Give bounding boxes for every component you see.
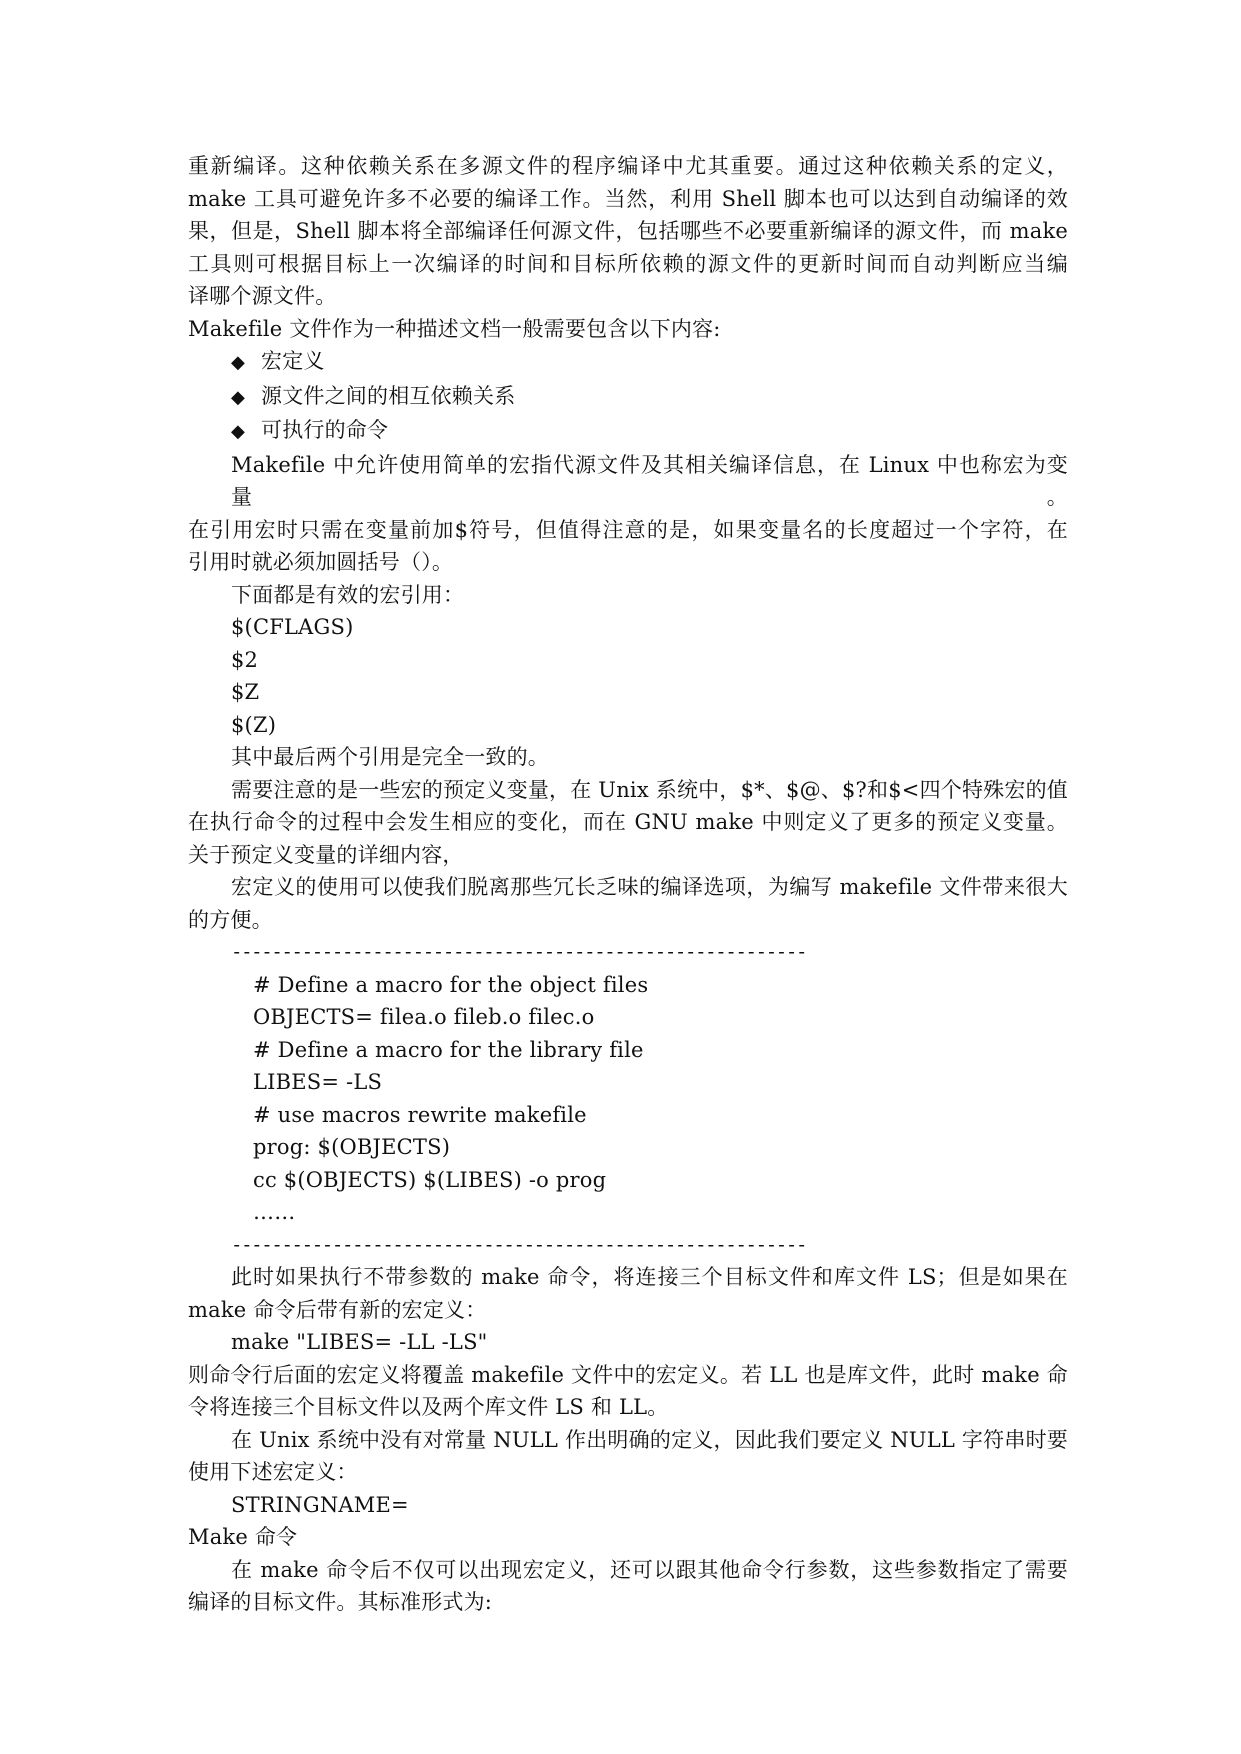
paragraph-line: 工具则可根据目标上一次编译的时间和目标所依赖的源文件的更新时间而自动判断应当编 [188, 251, 1068, 276]
paragraph-line: make 命令后带有新的宏定义： [188, 1297, 487, 1322]
code-line: …… [253, 1200, 296, 1224]
paragraph-line: 则命令行后面的宏定义将覆盖 makefile 文件中的宏定义。若 LL 也是库文件，此时 make 命 [188, 1362, 1068, 1387]
code-line: cc $(OBJECTS) $(LIBES) -o prog [253, 1167, 607, 1192]
bullet-item [188, 380, 1068, 415]
paragraph-line: 译哪个源文件。 [188, 284, 337, 308]
macro-example: $Z [231, 680, 260, 704]
paragraph-line: 的方便。 [188, 907, 273, 932]
diamond-bullet-icon: ◆ [231, 421, 246, 442]
paragraph-line: make 工具可避免许多不必要的编译工作。当然，利用 Shell 脚本也可以达到自动编译的效 [188, 186, 1068, 211]
paragraph-line: 使用下述宏定义： [188, 1460, 358, 1484]
macro-example: $(Z) [231, 712, 277, 737]
document-page [188, 150, 1068, 1619]
code-line: LIBES= -LS [253, 1070, 383, 1094]
bullet-item-label: 可执行的命令 [261, 418, 389, 442]
section-heading: Make 命令 [188, 1525, 298, 1549]
diamond-bullet-icon: ◆ [231, 386, 246, 408]
paragraph-line: 关于预定义变量的详细内容， [188, 842, 464, 867]
code-divider: --------------------------------------------------------- [231, 1233, 807, 1256]
paragraph-line: 在引用宏时只需在变量前加$符号，但值得注意的是，如果变量名的长度超过一个字符，在 [188, 517, 1068, 542]
paragraph-line: 令将连接三个目标文件以及两个库文件 LS 和 LL。 [188, 1395, 669, 1419]
paragraph-line: 在 make 命令后不仅可以出现宏定义，还可以跟其他命令行参数，这些参数指定了需要 [231, 1557, 1068, 1582]
paragraph-line: Makefile 中允许使用简单的宏指代源文件及其相关编译信息，在 Linux 中也称宏为变量。 [231, 452, 1068, 509]
code-line: # use macros rewrite makefile [253, 1102, 587, 1127]
paragraph-line: Makefile 文件作为一种描述文档一般需要包含以下内容: [188, 316, 721, 341]
paragraph-line: 编译的目标文件。其标准形式为: [188, 1590, 493, 1614]
paragraph-line: 果，但是，Shell 脚本将全部编译任何源文件，包括哪些不必要重新编译的源文件，而 make [188, 219, 1068, 243]
bullet-item-label: 源文件之间的相互依赖关系 [261, 383, 516, 408]
macro-example: $(CFLAGS) [231, 615, 354, 639]
code-line: prog: $(OBJECTS) [253, 1135, 451, 1159]
macro-example: $2 [231, 647, 259, 672]
paragraph-line: 其中最后两个引用是完全一致的。 [231, 745, 549, 769]
command-example: make "LIBES= -LL -LS" [231, 1330, 488, 1354]
bullet-item [188, 414, 1068, 449]
paragraph-line: 此时如果执行不带参数的 make 命令，将连接三个目标文件和库文件 LS；但是如果在 [231, 1265, 1068, 1289]
paragraph-line: 下面都是有效的宏引用： [231, 582, 465, 607]
paragraph-line: 引用时就必须加圆括号（）。 [188, 550, 454, 574]
paragraph-line: 重新编译。这种依赖关系在多源文件的程序编译中尤其重要。通过这种依赖关系的定义， [188, 154, 1068, 178]
paragraph-line: 在执行命令的过程中会发生相应的变化，而在 GNU make 中则定义了更多的预定义变量。 [188, 810, 1068, 834]
code-line: OBJECTS= filea.o fileb.o filec.o [253, 1005, 595, 1029]
code-line: # Define a macro for the library file [253, 1037, 644, 1062]
diamond-bullet-icon: ◆ [231, 352, 246, 373]
paragraph-line: 在 Unix 系统中没有对常量 NULL 作出明确的定义，因此我们要定义 NULL 字符串时要 [231, 1427, 1068, 1452]
command-example: STRINGNAME= [231, 1492, 409, 1517]
paragraph-line: 需要注意的是一些宏的预定义变量，在 Unix 系统中，$*、$@、$?和$<四个特殊宏的值 [231, 777, 1068, 802]
bullet-item [188, 345, 1068, 380]
paragraph-line: 宏定义的使用可以使我们脱离那些冗长乏味的编译选项，为编写 makefile 文件带来很大 [231, 875, 1068, 899]
code-line: # Define a macro for the object files [253, 972, 649, 997]
code-divider: --------------------------------------------------------- [231, 941, 807, 963]
bullet-item-label: 宏定义 [261, 349, 325, 373]
